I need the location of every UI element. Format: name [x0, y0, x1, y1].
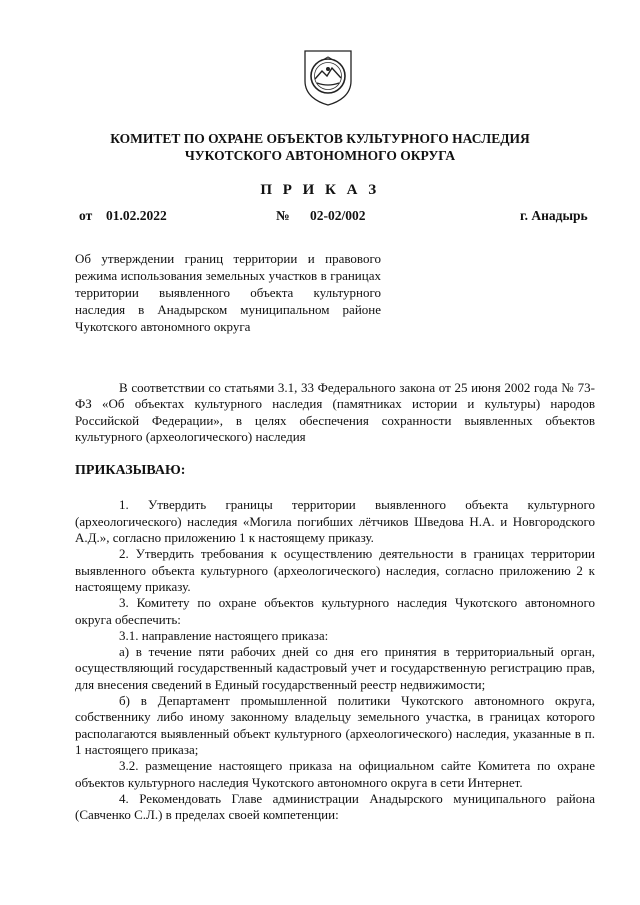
order-item: 3.1. направление настоящего приказа:: [119, 627, 329, 643]
preamble-paragraph: В соответствии со статьями 3.1, 33 Федерального закона от 25 июня 2002 года № 73-ФЗ «Об объектах культурного наследия (памятниках истории и культуры) народов Российской Федерации», в целях обеспечения сохранности выявленных объектов культурного (археологического) наследия: [75, 380, 595, 444]
document-date: 01.02.2022: [106, 208, 167, 223]
order-item: 3. Комитету по охране объектов культурного наследия Чукотского автономного округа обеспечить:: [75, 595, 595, 627]
org-line-1: КОМИТЕТ ПО ОХРАНЕ ОБЪЕКТОВ КУЛЬТУРНОГО НАСЛЕДИЯ: [110, 131, 530, 146]
document-city: г. Анадырь: [520, 208, 588, 223]
organization-name: [40, 130, 600, 164]
order-item: 3.2. размещение настоящего приказа на официальном сайте Комитета по охране объектов культурного наследия Чукотского автономного округа в сети Интернет.: [75, 758, 595, 790]
order-item: 1. Утвердить границы территории выявленного объекта культурного (археологического) наследия «Могила погибших лётчиков Шведова Н.А. и Новгородского А.Д.», согласно приложению 1 к настоящему приказу.: [75, 497, 595, 546]
document-type: П Р И К А З: [260, 182, 380, 198]
order-item: б) в Департамент промышленной политики Чукотского автономного округа, собственнику либо иному законному владельцу земельного участка, в границах которого располагаются выявленный объект культурного (археологического) наследия, указанные в п. 1 настоящего приказа;: [75, 693, 595, 757]
order-item: 2. Утвердить требования к осуществлению деятельности в границах территории выявленного объекта культурного (археологического) наследия, согласно приложению 2 к настоящему приказу.: [75, 546, 595, 594]
coat-of-arms-emblem-icon: [299, 47, 357, 107]
document-body: [75, 380, 595, 823]
order-heading: ПРИКАЗЫВАЮ:: [75, 463, 186, 479]
order-item: 4. Рекомендовать Главе администрации Анадырского муниципального района (Савченко С.Л.) в пределах своей компетенции:: [75, 790, 595, 823]
number-label: №: [276, 208, 290, 223]
document-subject: Об утверждении границ территории и правового режима использования земельных участков в границах территории выявленного объекта культурного наследия в Анадырском муниципальном районе Чукотского автономного округа: [75, 251, 381, 334]
order-item: а) в течение пяти рабочих дней со дня его принятия в территориальный орган, осуществляющий государственный кадастровый учет и государственную регистрацию прав, для внесения сведений в Единый государственный реестр недвижимости;: [75, 644, 595, 692]
org-line-2: ЧУКОТСКОГО АВТОНОМНОГО ОКРУГА: [184, 148, 456, 163]
document-number: 02-02/002: [310, 208, 366, 223]
date-label: от: [79, 208, 93, 223]
